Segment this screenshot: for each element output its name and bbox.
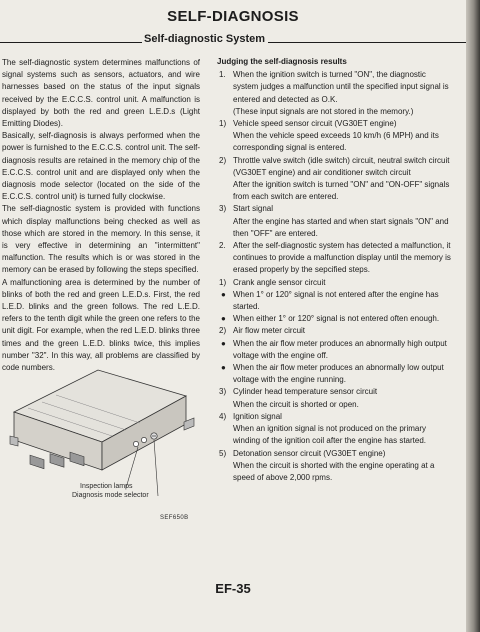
sub-detail: When an ignition signal is not produced on the primary winding of the ignition coil after the engine has started.	[233, 424, 427, 446]
sub-detail: After the ignition switch is turned "ON" and "ON-OFF" signals from each switch are entered.	[233, 180, 450, 202]
sub-number: 1)	[219, 277, 227, 287]
sub-detail: When the circuit is shorted with the engine operating at a speed of above 2,000 rpms.	[233, 460, 435, 482]
sub-number: 1)	[219, 119, 227, 129]
page-number: EF-35	[215, 581, 251, 596]
bullet-text: When 1° or 120° signal is not entered after the engine has started.	[233, 289, 439, 312]
sub-number: 4)	[219, 411, 227, 421]
sub-detail: When the vehicle speed exceeds 10 km/h (6 MPH) and its corresponding signal is entered.	[233, 131, 439, 153]
sub-number: 2)	[219, 155, 227, 165]
bullet-text: When either 1° or 120° signal is not entered often enough.	[233, 314, 440, 324]
sub-title: Start signal	[233, 204, 274, 214]
sub-item	[217, 118, 453, 155]
sub-number: 3)	[219, 204, 227, 214]
section-rule-right	[268, 42, 466, 43]
bullet-item	[217, 289, 453, 313]
sub-item	[217, 448, 453, 485]
control-unit-figure	[8, 352, 204, 522]
right-column	[217, 56, 453, 484]
sub-item	[217, 386, 453, 410]
sub-title: Vehicle speed sensor circuit (VG30ET engine)	[233, 119, 397, 129]
section-header	[0, 33, 466, 47]
sub-detail: When the circuit is shorted or open.	[233, 399, 359, 409]
sub-number: 3)	[219, 387, 227, 397]
paragraph-blink-codes: A malfunctioning area is determined by the number of blinks of both the red and green L.E.D.s. First, the red L.E.D. blinks and the green follows. The red L.E.D. refers to the tenth digit while the green one refers to the unit digit. For example, when the red L.E.D. blinks three times and the green L.E.D. blinks twice, this implies number "32". In this way, all problems are classified by code numbers.	[2, 277, 200, 373]
bullet-item	[217, 362, 453, 386]
sub-title: Throttle valve switch (idle switch) circuit, neutral switch circuit (VG30ET engine) and air conditioner switch circuit	[233, 155, 450, 177]
bullet-item	[217, 313, 453, 325]
sub-detail: After the engine has started and when start signals "ON" and then "OFF" are entered.	[233, 216, 449, 238]
binding-shadow	[466, 0, 480, 632]
paragraph-basics: Basically, self-diagnosis is always performed when the power is furnished to the E.C.C.S. control unit. The self-diagnosis results are retained in the memory chip of the E.C.C.S. control unit and are displayed only when the diagnosis mode selector (located on the side of the E.C.C.S. control unit) is turned fully clockwise.	[2, 131, 200, 202]
section-rule-left	[0, 42, 142, 43]
diagnosis-mode-selector-label: Diagnosis mode selector	[72, 492, 149, 499]
sub-title: Crank angle sensor circuit	[233, 277, 326, 287]
paragraph-intro: The self-diagnostic system determines malfunctions of signal systems such as sensors, actuators, and wire harnesses based on the status of the input signals received by the E.C.C.S. control unit. A malfunction is displayed by both the red and green L.E.D.s (Light Emitting Diodes).	[2, 58, 200, 129]
sub-title: Cylinder head temperature sensor circuit	[233, 387, 378, 397]
sub-number: 2)	[219, 326, 227, 336]
sub-item	[217, 155, 453, 204]
sub-item	[217, 277, 453, 289]
bullet-icon: ●	[221, 338, 226, 348]
left-column	[2, 57, 200, 374]
sub-title: Detonation sensor circuit (VG30ET engine)	[233, 448, 386, 458]
sub-item	[217, 325, 453, 337]
paragraph-functions: The self-diagnostic system is provided with functions which display malfunctions being checked as well as those which are stored in the memory. In this sense, it is very effective in determining an "intermittent" malfunction. The results which is or was stored in the memory can be erased by following the steps specified.	[2, 204, 200, 275]
bullet-text: When the air flow meter produces an abnormally high output voltage with the engine off.	[233, 338, 447, 360]
inspection-lamps-label: Inspection lamps	[80, 483, 133, 490]
page-title: SELF-DIAGNOSIS	[167, 8, 299, 25]
item-number: 1.	[219, 70, 226, 80]
sub-item	[217, 411, 453, 448]
item-number: 2.	[219, 241, 226, 251]
bullet-text: When the air flow meter produces an abnormally low output voltage with the engine running.	[233, 363, 444, 385]
figure-code: SEF650B	[160, 515, 189, 521]
item-text: When the ignition switch is turned "ON", the diagnostic system judges a malfunction until the specified input signal is entered and detected as O.K.	[233, 70, 449, 104]
bullet-icon: ●	[221, 363, 226, 373]
bullet-item	[217, 338, 453, 362]
section-title: Self-diagnostic System	[144, 33, 266, 45]
bullet-icon: ●	[221, 289, 226, 299]
item-text: After the self-diagnostic system has detected a malfunction, it continues to provide a malfunction display until the memory is erased properly by the sepcified steps.	[233, 241, 451, 275]
sub-title: Air flow meter circuit	[233, 326, 306, 336]
bullet-icon: ●	[221, 314, 226, 324]
sub-item	[217, 203, 453, 240]
judging-heading: Judging the self-diagnosis results	[217, 57, 347, 66]
judging-item-2	[217, 240, 453, 277]
item-note: (These input signals are not stored in the memory.)	[233, 106, 414, 116]
sub-number: 5)	[219, 448, 227, 458]
judging-item-1	[217, 69, 453, 118]
sub-title: Ignition signal	[233, 411, 282, 421]
